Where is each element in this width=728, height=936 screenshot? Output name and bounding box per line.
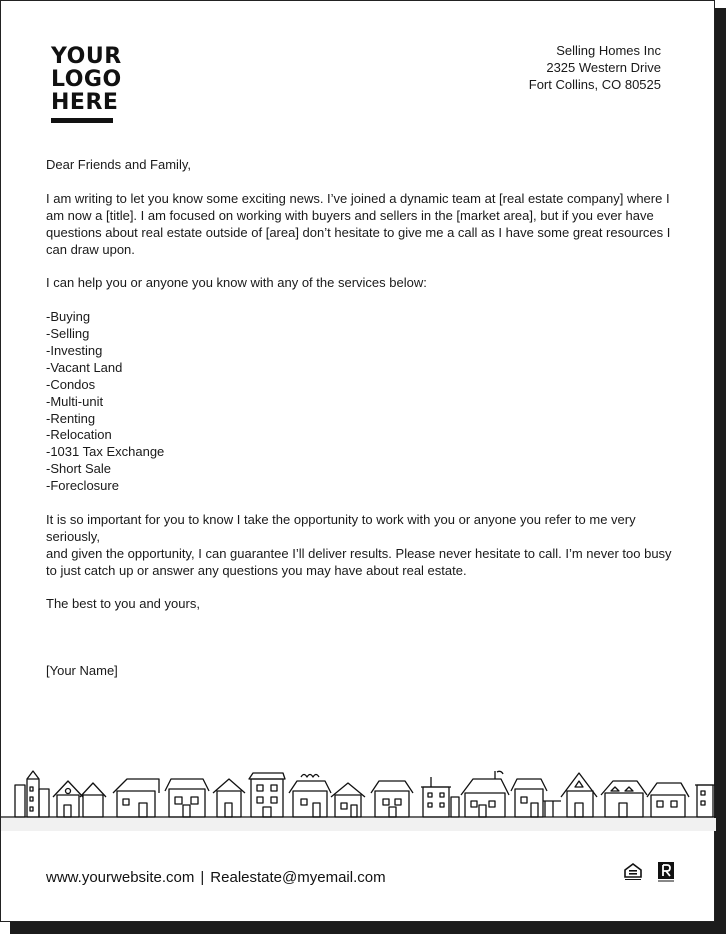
house-sketch-15 bbox=[647, 783, 689, 817]
house-sketch-icon bbox=[1, 769, 716, 831]
house-sketch-4 bbox=[165, 779, 209, 817]
house-sketch-14 bbox=[601, 781, 647, 817]
greeting: Dear Friends and Family, bbox=[46, 157, 191, 172]
logo-underline bbox=[51, 118, 113, 123]
house-sketch-10 bbox=[421, 777, 459, 817]
equal-housing-icon bbox=[623, 861, 643, 881]
compliance-badges bbox=[623, 861, 675, 883]
list-item: -Multi-unit bbox=[46, 393, 104, 409]
closing-line-1: It is so important for you to know I take the opportunity to work with you or anyone you refer to me very seriously, bbox=[46, 511, 636, 544]
house-sketch-6 bbox=[249, 773, 285, 817]
logo-line-1: YOUR bbox=[51, 44, 122, 69]
footer-separator: | bbox=[200, 869, 205, 886]
logo-line-2: LOGO bbox=[51, 67, 122, 92]
street-shadow bbox=[1, 818, 716, 831]
street-address: 2325 Western Drive bbox=[546, 60, 661, 75]
list-item: -Renting bbox=[46, 410, 96, 426]
sign-off: The best to you and yours, bbox=[46, 596, 200, 612]
house-sketch-16 bbox=[695, 785, 715, 817]
sender-address bbox=[529, 42, 661, 93]
city-state-zip: Fort Collins, CO 80525 bbox=[528, 77, 661, 92]
list-item: -Vacant Land bbox=[46, 359, 123, 375]
list-item: -Selling bbox=[46, 326, 90, 342]
house-sketch-3 bbox=[113, 779, 159, 817]
house-sketch-2 bbox=[53, 781, 106, 817]
list-item: -1031 Tax Exchange bbox=[46, 444, 165, 460]
closing-line-2: and given the opportunity, I can guarantee I’ll deliver results. Please never hesitate to call. I’m never too busy to just catch up or answer any questions you may have about real estate. bbox=[46, 545, 672, 578]
house-sketch-1 bbox=[15, 771, 49, 817]
email-link[interactable]: Realestate@myemail.com bbox=[210, 869, 386, 886]
list-item: -Relocation bbox=[46, 427, 112, 443]
website-link[interactable]: www.yourwebsite.com bbox=[46, 869, 195, 886]
house-sketch-5 bbox=[213, 779, 245, 817]
closing-paragraph bbox=[46, 512, 676, 580]
services-intro: I can help you or anyone you know with any of the services below: bbox=[46, 275, 427, 291]
services-list bbox=[46, 309, 676, 495]
list-item: -Investing bbox=[46, 342, 103, 358]
letter-body bbox=[46, 157, 676, 697]
logo-placeholder bbox=[51, 45, 122, 123]
signature-name: [Your Name] bbox=[46, 663, 118, 679]
house-sketch-12 bbox=[511, 779, 561, 817]
house-sketch-9 bbox=[371, 781, 413, 817]
footer-contact bbox=[46, 869, 386, 886]
house-sketch-8 bbox=[331, 783, 365, 817]
list-item: -Foreclosure bbox=[46, 478, 119, 494]
company-name: Selling Homes Inc bbox=[556, 43, 661, 58]
intro-paragraph: I am writing to let you know some exciting news. I’ve joined a dynamic team at [real estate company] where I am now a [title]. I am focused on working with buyers and sellers in the [market area], but if you ever have questions about real estate outside of [area] don’t hesitate to give me a call as I have some great resources I can draw upon. bbox=[46, 190, 671, 257]
logo-line-3: HERE bbox=[51, 90, 119, 115]
house-sketch-11 bbox=[461, 771, 509, 817]
realtor-icon bbox=[657, 861, 675, 883]
list-item: -Buying bbox=[46, 309, 91, 325]
house-sketch-13 bbox=[561, 773, 597, 817]
list-item: -Condos bbox=[46, 376, 96, 392]
list-item: -Short Sale bbox=[46, 461, 112, 477]
house-sketch-7 bbox=[289, 775, 331, 818]
